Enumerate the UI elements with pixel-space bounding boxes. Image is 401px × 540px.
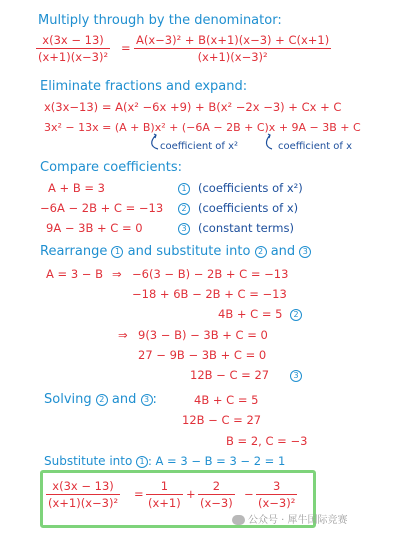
coef-note-2: (coefficients of x) bbox=[198, 201, 299, 215]
fraction-bar bbox=[46, 494, 120, 495]
expand-line-1: x(3x−13) = A(x² −6x +9) + B(x² −2x −3) + Cx + C bbox=[44, 100, 342, 114]
final-minus: − bbox=[244, 487, 254, 501]
rearr-line-1: −6(3 − B) − 2B + C = −13 bbox=[132, 267, 289, 281]
final-term-3-denominator: (x−3)² bbox=[258, 496, 296, 510]
coef-eq-1: A + B = 3 bbox=[48, 181, 105, 195]
coef-num-3 bbox=[178, 221, 190, 235]
rearr-num-3 bbox=[290, 368, 302, 382]
circled-number: 2 bbox=[255, 246, 267, 258]
substitute-line bbox=[44, 454, 285, 468]
coef-num-1 bbox=[178, 181, 190, 195]
eq1-lhs-numerator: x(3x − 13) bbox=[42, 33, 104, 47]
circled-number: 2 bbox=[290, 309, 302, 321]
coef-eq-3: 9A − 3B + C = 0 bbox=[46, 221, 143, 235]
implies-arrow-1: ⇒ bbox=[112, 267, 122, 281]
fraction-bar bbox=[256, 494, 297, 495]
circled-number: 1 bbox=[136, 456, 148, 468]
circled-number: 2 bbox=[178, 203, 190, 215]
rearr-line-3: 4B + C = 5 bbox=[218, 307, 283, 321]
expand-line-2: 3x² − 13x = (A + B)x² + (−6A − 2B + C)x + 9A − 3B + C bbox=[44, 121, 361, 134]
circled-number: 1 bbox=[178, 183, 190, 195]
eq1-rhs-denominator: (x+1)(x−3)² bbox=[197, 50, 268, 64]
rearr-line-4: 9(3 − B) − 3B + C = 0 bbox=[138, 328, 268, 342]
final-lhs-numerator: x(3x − 13) bbox=[52, 479, 114, 493]
solving-text: Solving bbox=[44, 392, 92, 407]
circled-number: 3 bbox=[299, 246, 311, 258]
solve-line-1: 4B + C = 5 bbox=[194, 393, 259, 407]
eq1-equals: = bbox=[121, 41, 131, 55]
coef-note-1: (coefficients of x²) bbox=[198, 181, 303, 195]
fraction-bar bbox=[134, 48, 331, 49]
substitute-result: : A = 3 − B = 3 − 2 = 1 bbox=[148, 454, 286, 468]
rearrange-text-mid: and substitute into bbox=[127, 244, 251, 259]
heading-rearrange bbox=[40, 245, 311, 259]
wechat-icon bbox=[232, 515, 245, 525]
circled-number: 3 bbox=[178, 223, 190, 235]
eq1-rhs-fraction bbox=[134, 33, 331, 64]
eq1-lhs-fraction bbox=[36, 33, 110, 64]
circled-number: 3 bbox=[290, 370, 302, 382]
solving-text-and: and bbox=[111, 392, 137, 407]
implies-arrow-2: ⇒ bbox=[118, 328, 128, 342]
rearr-a: A = 3 − B bbox=[46, 267, 103, 281]
rearr-line-2: −18 + 6B − 2B + C = −13 bbox=[132, 287, 287, 301]
circled-number: 3 bbox=[141, 394, 153, 406]
annotation-coef-x: coefficient of x bbox=[278, 141, 353, 152]
final-term-3 bbox=[256, 479, 297, 510]
final-term-3-numerator: 3 bbox=[273, 479, 281, 493]
heading-compare: Compare coefficients: bbox=[40, 160, 183, 175]
rearr-line-5: 27 − 9B − 3B + C = 0 bbox=[138, 348, 267, 362]
solving-colon: : bbox=[152, 392, 157, 407]
final-term-1-numerator: 1 bbox=[160, 479, 169, 493]
substitute-text: Substitute into bbox=[44, 454, 133, 468]
solve-line-2: 12B − C = 27 bbox=[182, 413, 262, 427]
solve-line-3: B = 2, C = −3 bbox=[226, 434, 308, 448]
rearr-line-6: 12B − C = 27 bbox=[190, 368, 270, 382]
annotation-coef-x2: coefficient of x² bbox=[160, 141, 239, 152]
circled-number: 1 bbox=[111, 246, 123, 258]
final-term-2 bbox=[198, 479, 235, 510]
eq1-lhs-denominator: (x+1)(x−3)² bbox=[38, 50, 109, 64]
final-equals: = bbox=[134, 487, 144, 501]
coef-num-2 bbox=[178, 201, 190, 215]
rearrange-text: Rearrange bbox=[40, 244, 108, 259]
eq1-rhs-numerator: A(x−3)² + B(x+1)(x−3) + C(x+1) bbox=[136, 33, 330, 47]
final-lhs-denominator: (x+1)(x−3)² bbox=[48, 496, 119, 510]
final-term-2-denominator: (x−3) bbox=[200, 496, 233, 510]
circled-number: 2 bbox=[96, 394, 108, 406]
watermark-text: 公众号 · 犀牛国际竞赛 bbox=[248, 515, 348, 526]
rearr-num-2 bbox=[290, 307, 302, 321]
final-term-1-denominator: (x+1) bbox=[148, 496, 181, 510]
fraction-bar bbox=[36, 48, 110, 49]
final-term-2-numerator: 2 bbox=[212, 479, 221, 493]
heading-multiply: Multiply through by the denominator: bbox=[38, 13, 282, 28]
heading-solving bbox=[44, 393, 157, 407]
watermark bbox=[232, 514, 348, 528]
heading-eliminate: Eliminate fractions and expand: bbox=[40, 79, 248, 94]
fraction-bar bbox=[146, 494, 183, 495]
fraction-bar bbox=[198, 494, 235, 495]
coef-eq-2: −6A − 2B + C = −13 bbox=[40, 201, 164, 215]
rearrange-text-and: and bbox=[270, 244, 296, 259]
coef-note-3: (constant terms) bbox=[198, 221, 294, 235]
final-lhs-fraction bbox=[46, 479, 120, 510]
final-term-1 bbox=[146, 479, 183, 510]
final-plus: + bbox=[186, 487, 196, 501]
